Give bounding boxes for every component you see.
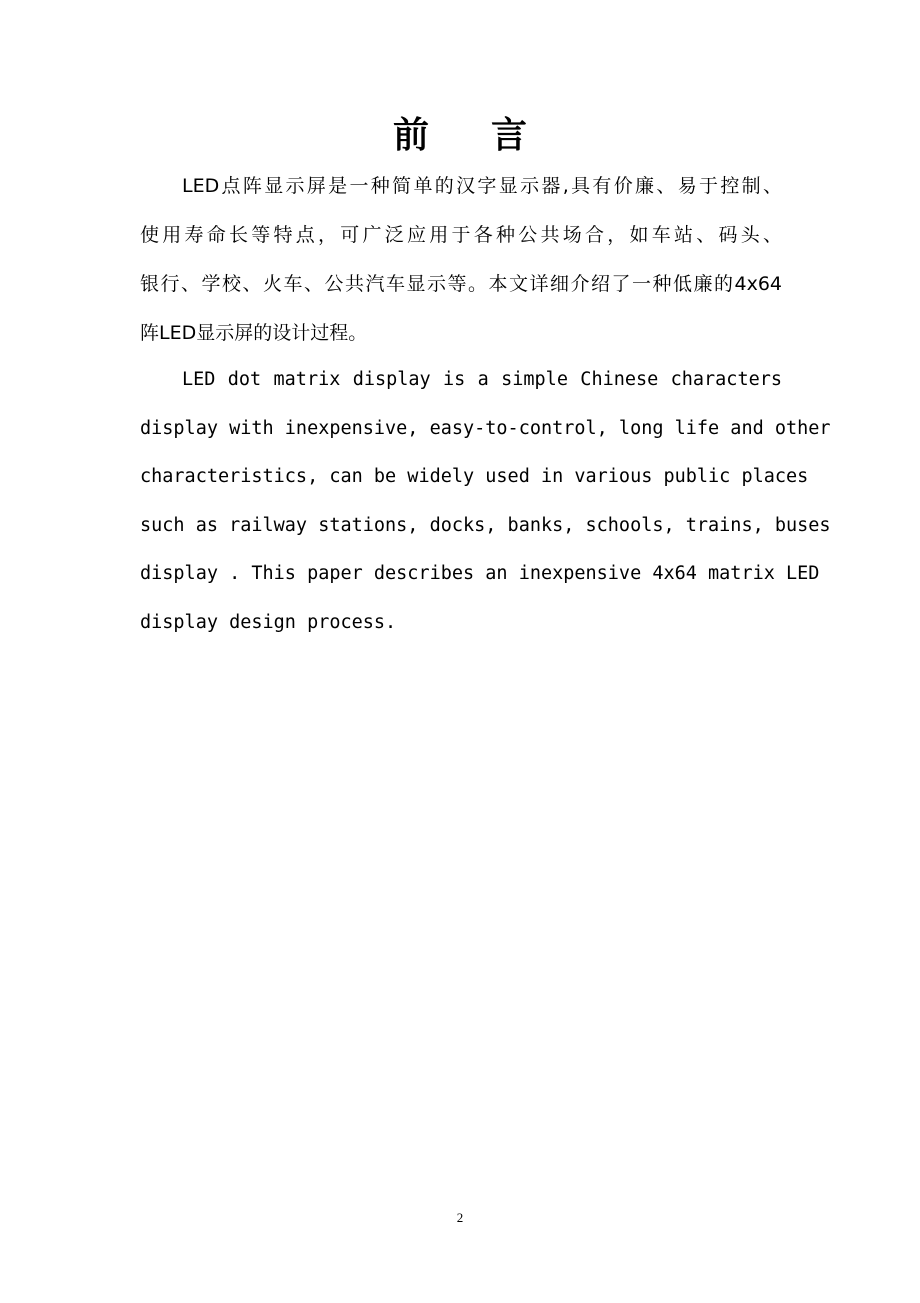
- paragraph-line: LED点阵显示屏是一种简单的汉字显示器,具有价廉、易于控制、: [182, 175, 782, 197]
- english-abstract-paragraph: [140, 356, 831, 647]
- page-number: 2: [456, 1210, 464, 1225]
- paragraph-line: display with inexpensive, easy-to-control, long life and other: [140, 417, 831, 439]
- paragraph-line: characteristics, can be widely used in various public places: [140, 466, 809, 487]
- paragraph-line: display design process.: [140, 611, 397, 633]
- paragraph-line: display . This paper describes an inexpensive 4x64 matrix LED: [140, 563, 820, 584]
- paragraph-line: such as railway stations, docks, banks, schools, trains, buses: [140, 514, 831, 536]
- paragraph-line: 阵LED显示屏的设计过程。: [140, 322, 368, 344]
- paragraph-line: 银行、学校、火车、公共汽车显示等。本文详细介绍了一种低廉的4x64: [140, 273, 782, 295]
- page-title: [0, 110, 920, 162]
- paragraph-line: 使用寿命长等特点，可广泛应用于各种公共场合，如车站、码头、: [140, 224, 782, 246]
- title-char-1: 前: [392, 115, 429, 156]
- chinese-abstract-paragraph: [140, 162, 782, 358]
- title-char-2: 言: [491, 115, 528, 156]
- paragraph-line: LED dot matrix display is a simple Chinese characters: [182, 369, 782, 390]
